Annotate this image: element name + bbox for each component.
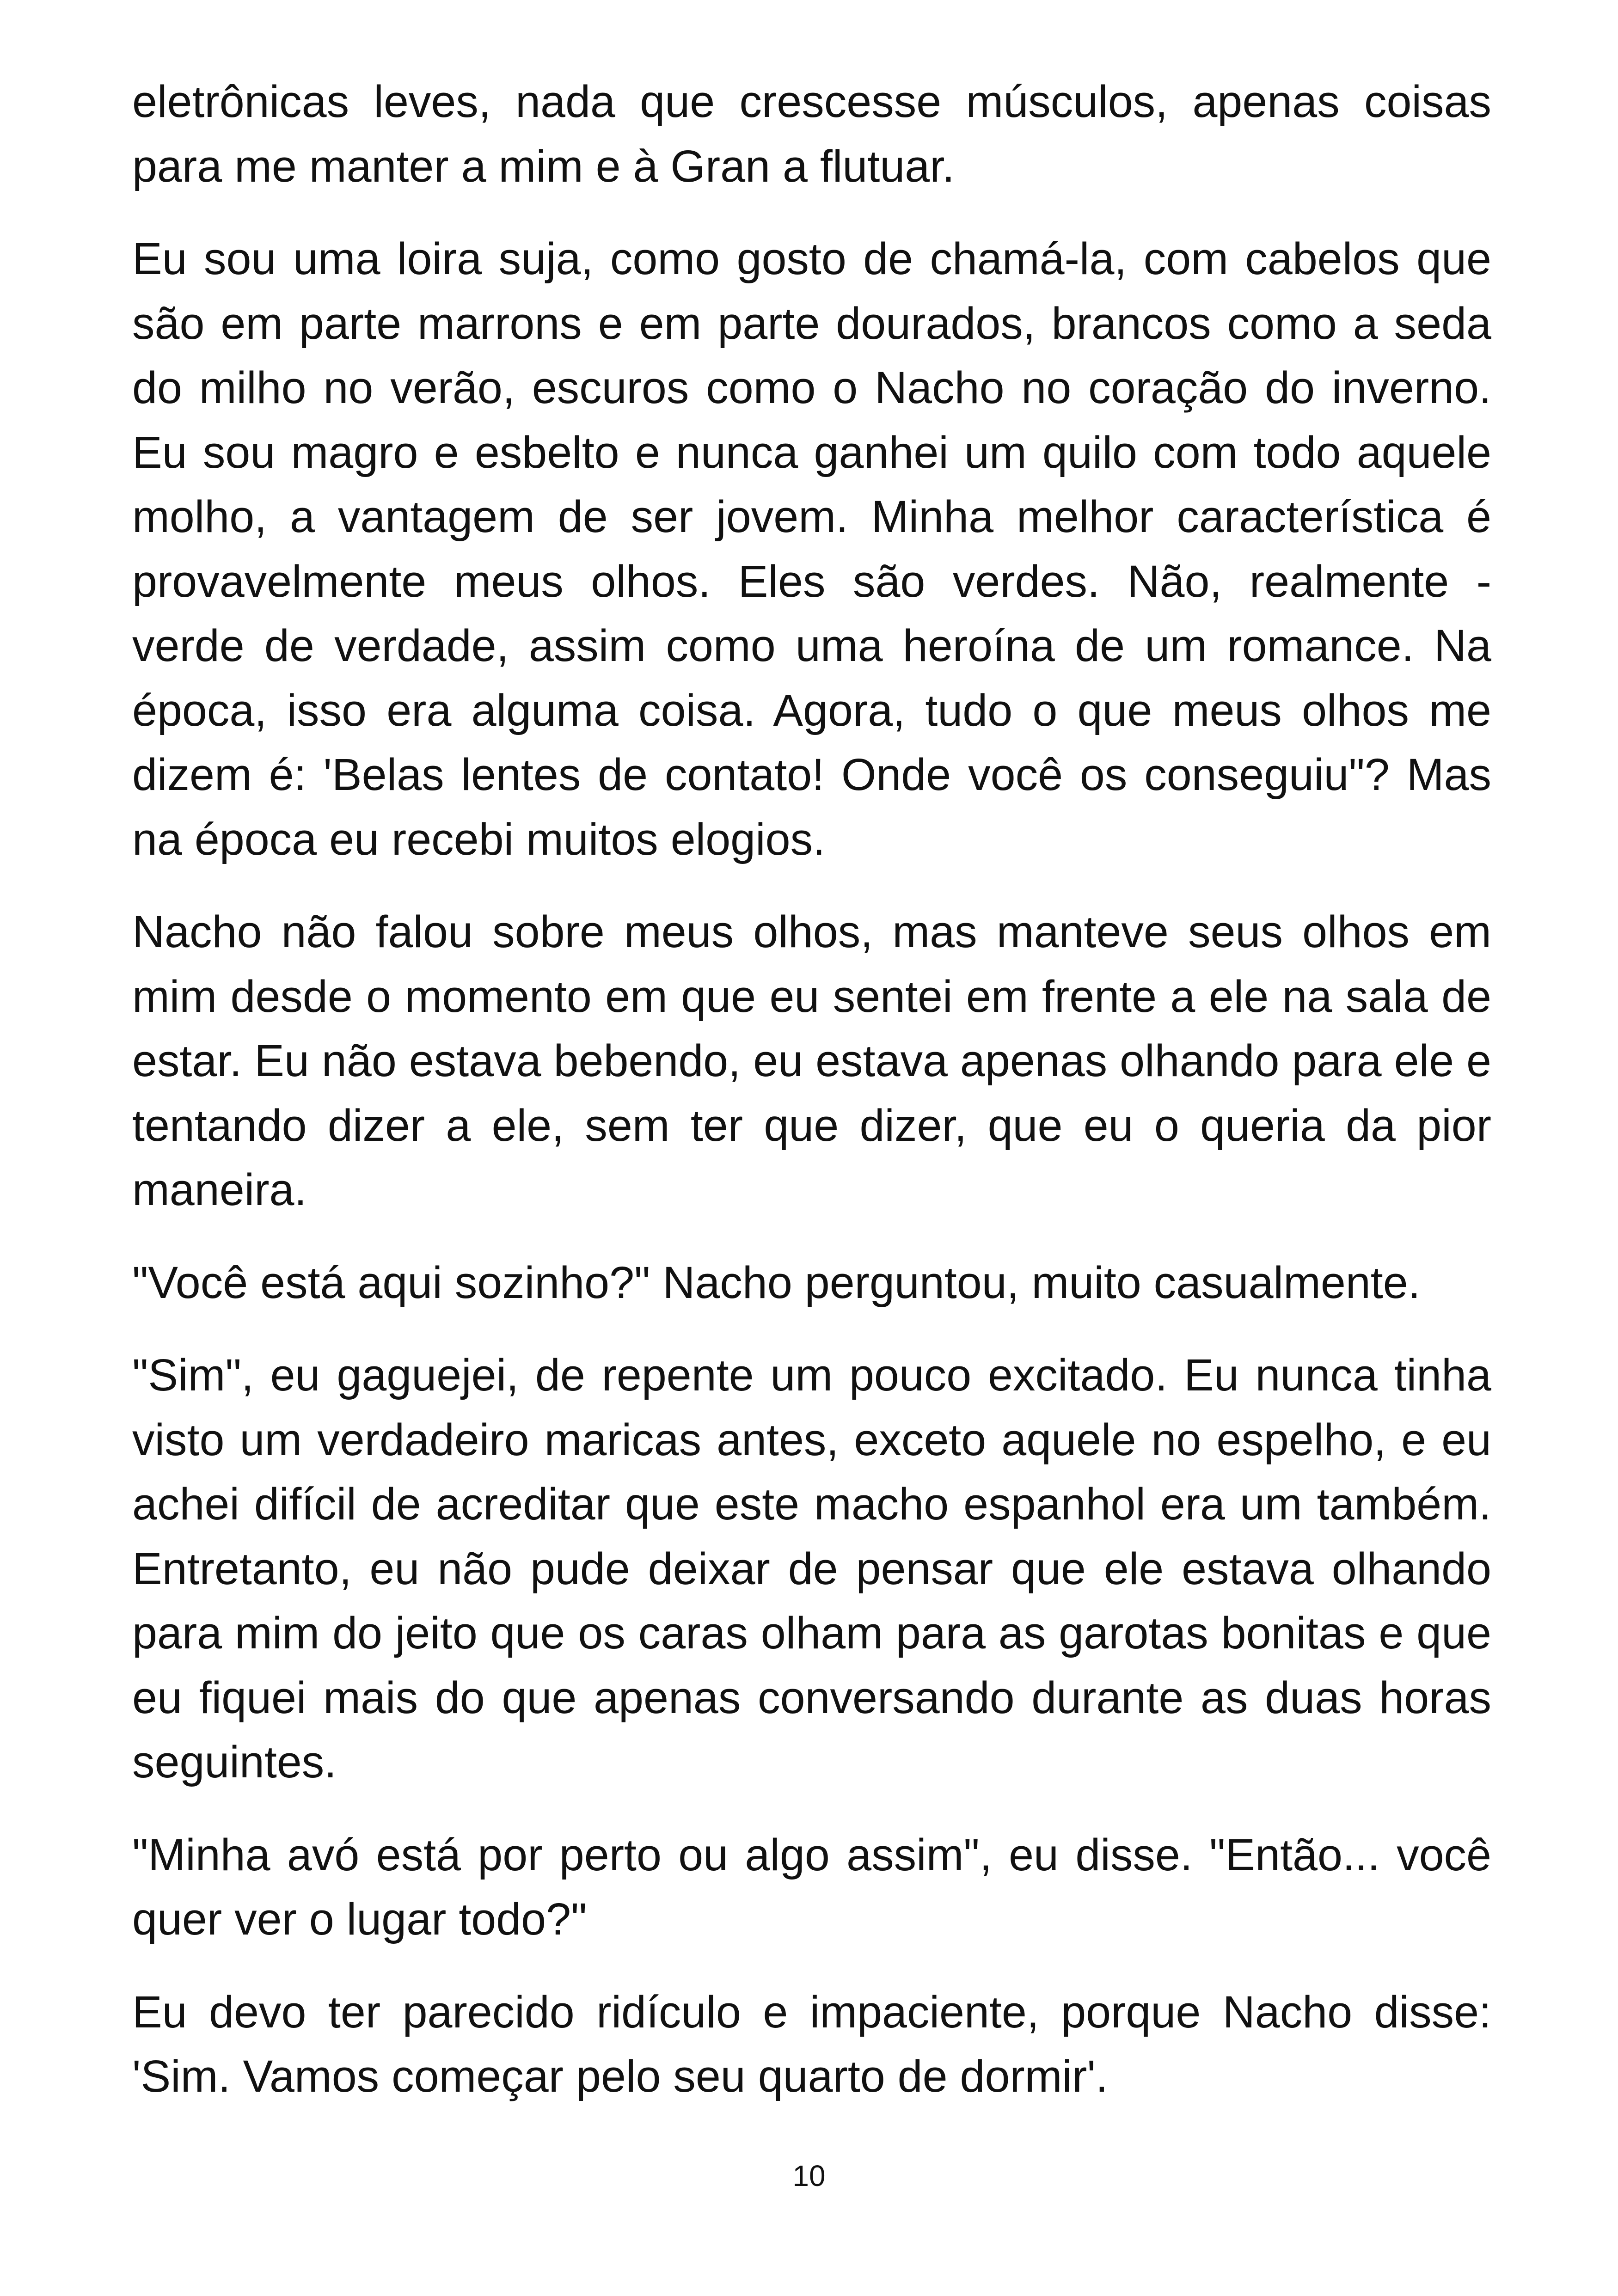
paragraph: "Sim", eu gaguejei, de repente um pouco excitado. Eu nunca tinha visto um verdadeiro maricas antes, exceto aquele no espelho, e eu achei difícil de acreditar que este macho espanhol era um também. Entretanto, eu não pude deixar de pensar que ele estava olhando para mim do jeito que os caras olham para as garotas bonitas e que eu fiquei mais do que apenas conversando durante as duas horas seguintes. <box>132 1350 1491 1787</box>
paragraph: Eu devo ter parecido ridículo e impaciente, porque Nacho disse: 'Sim. Vamos começar pelo seu quarto de dormir'. <box>132 1986 1491 2101</box>
paragraph: Nacho não falou sobre meus olhos, mas manteve seus olhos em mim desde o momento em que eu sentei em frente a ele na sala de estar. Eu não estava bebendo, eu estava apenas olhando para ele e tentando dizer a ele, sem ter que dizer, que eu o queria da pior maneira. <box>132 906 1491 1215</box>
body-text <box>132 69 1491 2137</box>
paragraph: eletrônicas leves, nada que crescesse músculos, apenas coisas para me manter a mim e à Gran a flutuar. <box>132 76 1491 191</box>
paragraph: "Minha avó está por perto ou algo assim", eu disse. "Então... você quer ver o lugar todo?" <box>132 1829 1491 1944</box>
paragraph: Eu sou uma loira suja, como gosto de chamá-la, com cabelos que são em parte marrons e em parte dourados, brancos como a seda do milho no verão, escuros como o Nacho no coração do inverno. Eu sou magro e esbelto e nunca ganhei um quilo com todo aquele molho, a vantagem de ser jovem. Minha melhor característica é provavelmente meus olhos. Eles são verdes. Não, realmente - verde de verdade, assim como uma heroína de um romance. Na época, isso era alguma coisa. Agora, tudo o que meus olhos me dizem é: 'Belas lentes de contato! Onde você os conseguiu"? Mas na época eu recebi muitos elogios. <box>132 233 1491 864</box>
page-number: 10 <box>792 2159 826 2192</box>
paragraph: "Você está aqui sozinho?" Nacho perguntou, muito casualmente. <box>132 1257 1421 1308</box>
